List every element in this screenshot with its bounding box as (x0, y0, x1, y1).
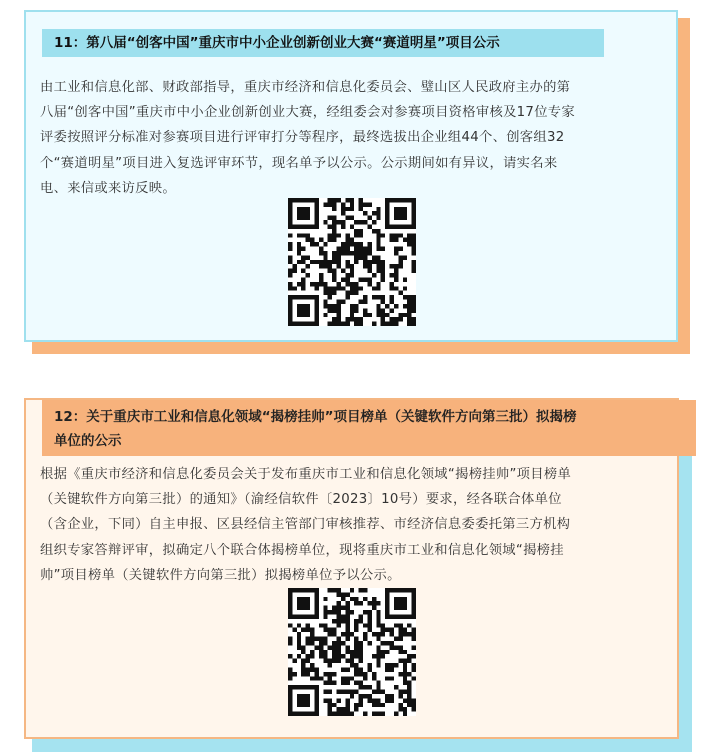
notice-title-line: 12：关于重庆市工业和信息化领域“揭榜挂帅”项目榜单（关键软件方向第三批）拟揭榜 (54, 409, 577, 425)
notice-title-11: 11：第八届“创客中国”重庆市中小企业创新创业大赛“赛道明星”项目公示 (42, 29, 604, 57)
body-line: 电、来信或来访反映。 (40, 180, 176, 196)
body-line: 评委按照评分标准对参赛项目进行评审打分等程序，最终选拔出企业组44个、创客组32 (40, 130, 565, 146)
body-line: 八届“创客中国”重庆市中小企业创新创业大赛，经组委会对参赛项目资格审核及17位专家 (40, 105, 575, 121)
notice-title-line: 单位的公示 (54, 433, 122, 449)
notice-card-11 (24, 10, 678, 342)
notice-body-11 (40, 75, 668, 201)
notice-card-12 (24, 398, 679, 739)
body-line: 个“赛道明星”项目进入复选评审环节，现名单予以公示。公示期间如有异议，请实名来 (40, 155, 558, 171)
notice-body-12 (40, 462, 670, 588)
body-line: 根据《重庆市经济和信息化委员会关于发布重庆市工业和信息化领域“揭榜挂帅”项目榜单 (40, 467, 572, 482)
body-line: 组织专家答辩评审，拟确定八个联合体揭榜单位，现将重庆市工业和信息化领域“揭榜挂 (40, 542, 564, 558)
qr-code-image[interactable] (288, 588, 416, 716)
notice-title-12 (42, 400, 696, 456)
body-line: 由工业和信息化部、财政部指导，重庆市经济和信息化委员会、璧山区人民政府主办的第 (40, 80, 571, 95)
body-line: 帅”项目榜单（关键软件方向第三批）拟揭榜单位予以公示。 (40, 567, 401, 583)
body-line: （含企业，下同）自主申报、区县经信主管部门审核推荐、市经济信息委委托第三方机构 (40, 517, 571, 533)
body-line: （关键软件方向第三批）的通知》（渝经信软件〔2023〕10号）要求，经各联合体单位 (40, 492, 562, 508)
qr-code-image[interactable] (288, 198, 416, 326)
